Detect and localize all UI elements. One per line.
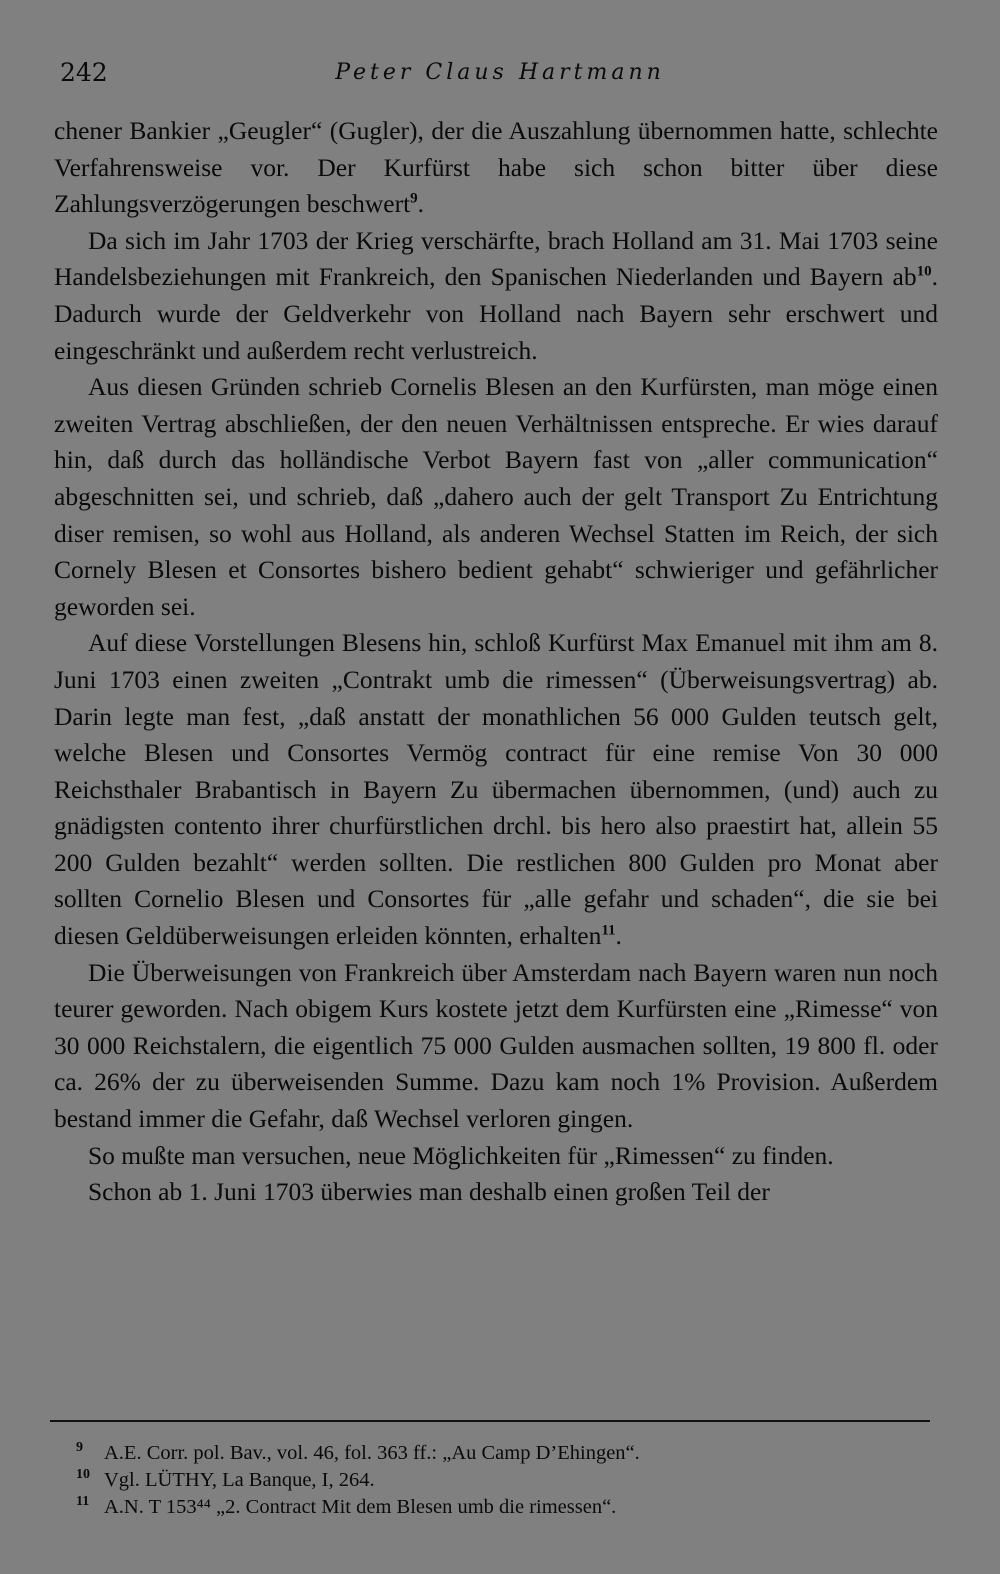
paragraph [54,1138,938,1175]
paragraph-text: So mußte man versuchen, neue Möglichkeiten für „Rimessen“ zu finden. [88,1140,834,1170]
paragraph-text: Schon ab 1. Juni 1703 überwies man deshalb einen großen Teil der [88,1177,770,1207]
footnote-text: A.E. Corr. pol. Bav., vol. 46, fol. 363 ff.: „Au Camp D’Ehingen“. [104,1442,640,1464]
running-head: Peter Claus Hartmann [335,60,665,85]
paragraph [54,955,938,1138]
footnote-reference: 11 [601,922,616,939]
footnote: 9 A.E. Corr. pol. Bav., vol. 46, fol. 363 ff.: „Au Camp D’Ehingen“. [76,1440,640,1464]
footnotes [76,1440,936,1521]
footnote-text: A.N. T 153⁴⁴ „2. Contract Mit dem Blesen umb die rimessen“. [104,1496,617,1518]
paragraph-text: . Dadurch wurde der Geldverkehr von Holland nach Bayern sehr erschwert und eingeschränkt und außerdem recht verlustreich. [54,262,938,365]
paragraph-text: . [417,189,425,219]
page-number: 242 [60,58,108,87]
paragraph-text: . [615,921,622,951]
footnote: 11 A.N. T 153⁴⁴ „2. Contract Mit dem Blesen umb die rimessen“. [76,1494,617,1518]
paragraph-text: Auf diese Vorstellungen Blesens hin, schloß Kurfürst Max Emanuel mit ihm am 8. Juni 1703 einen zweiten „Contrakt umb die rimessen“ (Überweisungsvertrag) ab. Darin legte man fest, „daß anstatt der monathlichen 56 000 Gulden teutsch gelt, welche Blesen und Consortes Vermög contract für eine remise Von 30 000 Reichsthaler Brabantisch in Bayern Zu übermachen übernommen, (und) auch zu gnädigsten contento ihrer churfürstlichen drchl. bis hero also praestirt hat, allein 55 200 Gulden bezahlt“ werden sollten. Die restlichen 800 Gulden pro Monat aber sollten Cornelio Blesen und Consortes für „alle gefahr und schaden“, die sie bei diesen Geldüberweisungen erleiden könnten, erhalten [54,628,938,951]
paragraph-text: Da sich im Jahr 1703 der Krieg verschärfte, brach Holland am 31. Mai 1703 seine Handelsbeziehungen mit Frankreich, den Spanischen Niederlanden und Bayern ab [54,225,938,292]
footnote-divider [50,1420,930,1422]
body-text [54,113,938,1211]
paragraph [54,1174,938,1211]
footnote-text: Vgl. LÜTHY, La Banque, I, 264. [104,1469,375,1491]
paragraph-text: chener Bankier „Geugler“ (Gugler), der die Auszahlung übernommen hatte, schlechte Verfahrensweise vor. Der Kurfürst habe sich schon bitter über diese Zahlungsverzögerungen beschwert [54,116,938,219]
paragraph [54,113,938,223]
paragraph [54,369,938,625]
paragraph-text: Die Überweisungen von Frankreich über Amsterdam nach Bayern waren nun noch teurer geworden. Nach obigem Kurs kostete jetzt dem Kurfürsten eine „Rimesse“ von 30 000 Reichstalern, die eigentlich 75 000 Gulden ausmachen sollten, 19 800 fl. oder ca. 26% der zu überweisenden Summe. Dazu kam noch 1% Provision. Außerdem bestand immer die Gefahr, daß Wechsel verloren gingen. [54,957,938,1134]
footnote: 10 Vgl. LÜTHY, La Banque, I, 264. [76,1467,375,1491]
paragraph-text: Aus diesen Gründen schrieb Cornelis Blesen an den Kurfürsten, man möge einen zweiten Vertrag abschließen, der den neuen Verhältnissen entspreche. Er wies darauf hin, daß durch das holländische Verbot Bayern fast von „aller communication“ abgeschnitten sei, und schrieb, daß „dahero auch der gelt Transport Zu Entrichtung diser remisen, so wohl aus Holland, als anderen Wechsel Statten im Reich, der sich Cornely Blesen et Consortes bishero bedient gehabt“ schwieriger und gefährlicher geworden sei. [54,372,938,621]
paragraph [54,223,938,369]
paragraph [54,625,938,954]
footnote-reference: 10 [916,263,932,280]
footnote-reference: 9 [410,190,418,207]
